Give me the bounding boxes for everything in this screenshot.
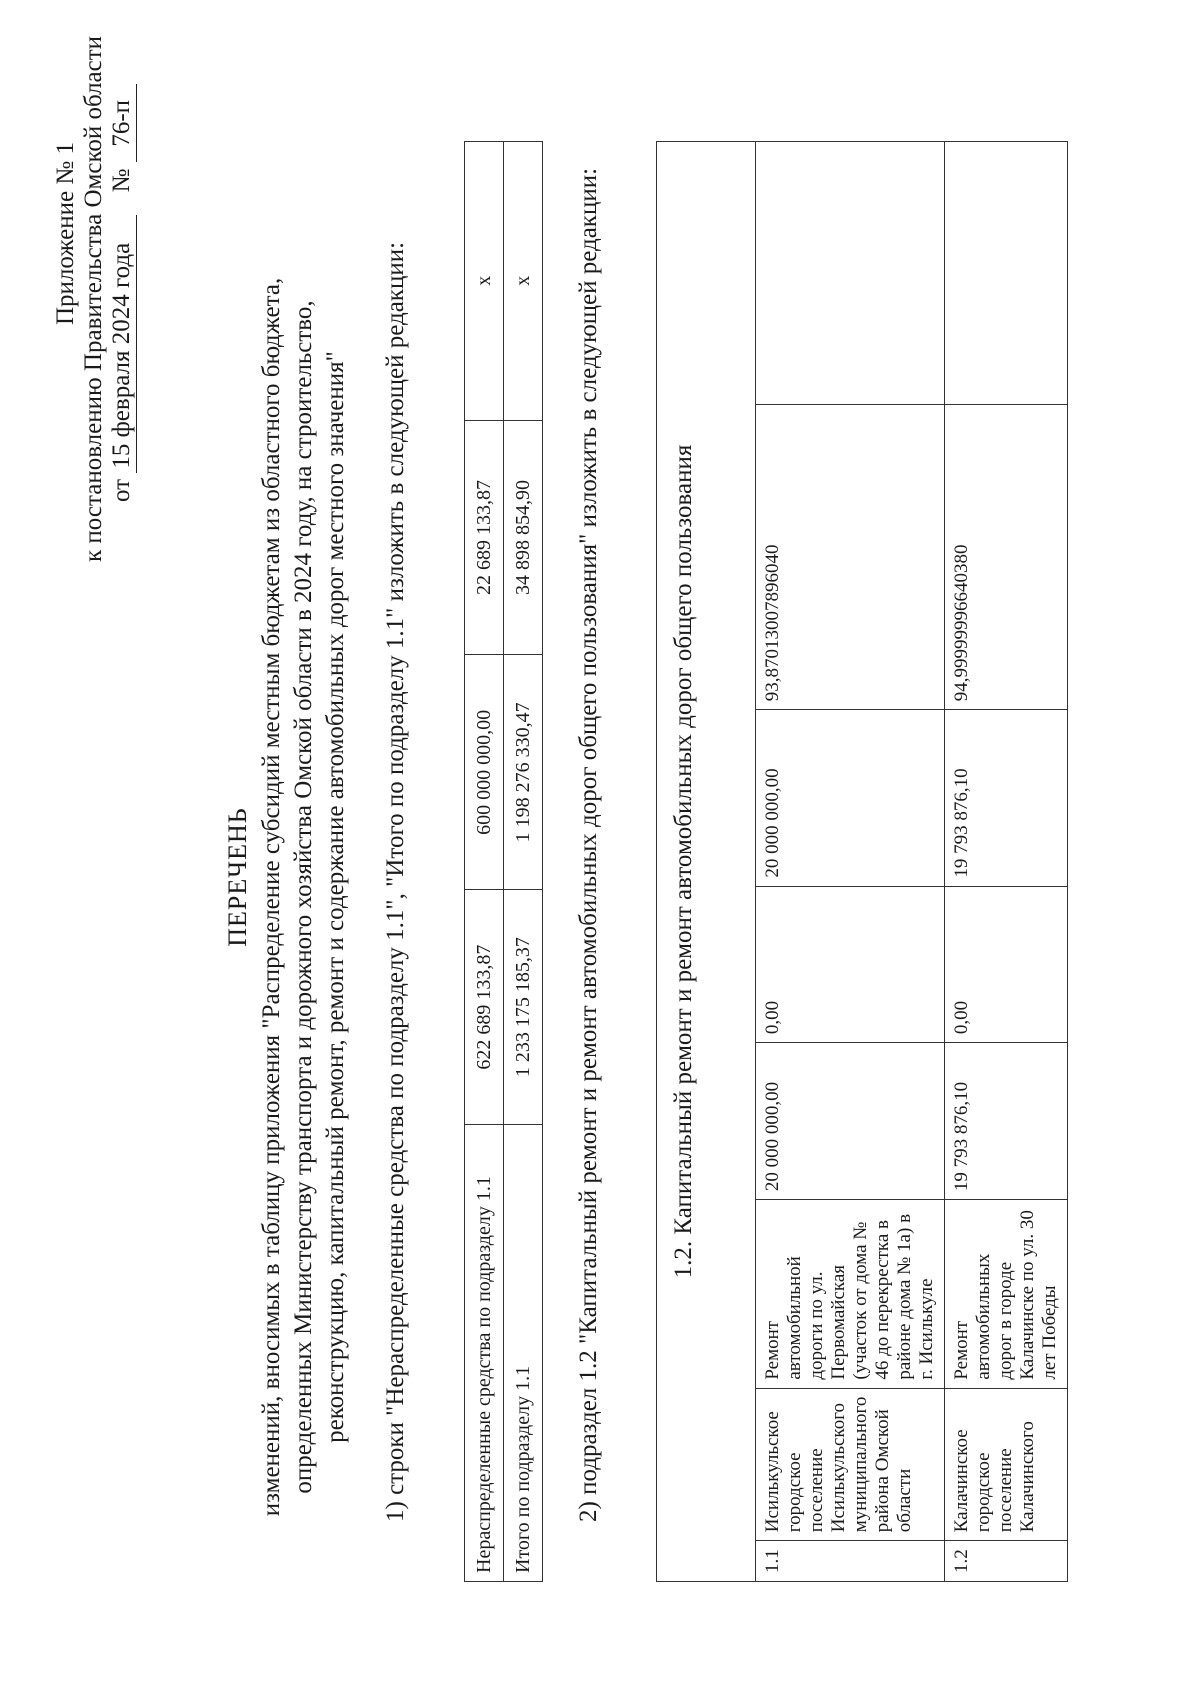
cell-value: 19 793 876,10	[945, 710, 1068, 886]
decree-reference: к постановлению Правительства Омской области	[80, 35, 107, 562]
cell-value: x	[504, 142, 543, 421]
cell-value: 22 689 133,87	[465, 420, 504, 655]
cell-value: 20 000 000,00	[756, 710, 945, 886]
recipient: Калачинское городское поселение Калачинского	[945, 1388, 1068, 1541]
document-title: ПЕРЕЧЕНЬ	[223, 807, 252, 947]
decree-date-line	[108, 99, 137, 562]
cell-empty	[756, 142, 945, 405]
cell-value: 20 000 000,00	[756, 1043, 945, 1200]
from-label: от	[108, 478, 135, 502]
document-lead: изменений, вносимых в таблицу приложения "Распределение субсидий местным бюджетам из областного бюджета, определенных Министерству транспорта и дорожного хозяйства Омской области в 2024 году, на строительство, реконструкцию, капитальный ремонт, ремонт и содержание автомобильных дорог местного значения"	[258, 277, 349, 1517]
item-2-text: 2) подраздел 1.2 "Капитальный ремонт и ремонт автомобильных дорог общего пользования" изложить в следующей редакции:	[575, 167, 602, 1522]
cell-value: 34 898 854,90	[504, 420, 543, 655]
row-label: Нераспределенные средства по подразделу 1.1	[465, 1125, 504, 1582]
object-description: Ремонт автомобильной дороги по ул. Первомайская (участок от дома № 46 до перекрестка в районе дома № 1а) в г. Исилькуле	[756, 1200, 945, 1388]
cell-value: 622 689 133,87	[465, 890, 504, 1125]
table-subsection-1-2	[656, 141, 1068, 1582]
cell-value: 1 233 175 185,37	[504, 890, 543, 1125]
row-label: Итого по подразделу 1.1	[504, 1125, 543, 1582]
cell-value: 600 000 000,00	[465, 655, 504, 890]
decree-date: 15 февраля 2024 года	[108, 215, 137, 473]
object-description: Ремонт автомобильных дорог в городе Калачинске по ул. 30 лет Победы	[945, 1200, 1068, 1388]
item-1-text: 1) строки "Нераспределенные средства по подразделу 1.1", "Итого по подразделу 1.1" изложить в следующей редакции:	[382, 241, 409, 1522]
table-row	[756, 142, 945, 1582]
cell-value: 94,9999999664038​0	[945, 404, 1068, 709]
cell-value: 1 198 276 330,47	[504, 655, 543, 890]
cell-value: 93,8701300789604​0	[756, 404, 945, 709]
decree-number: 76-п	[108, 84, 137, 162]
table-subsection-1-1	[464, 141, 543, 1582]
section-row	[657, 142, 756, 1582]
number-label: №	[108, 168, 135, 193]
appendix-number: Приложение № 1	[52, 142, 79, 326]
table-row	[465, 142, 504, 1582]
cell-value: 0,00	[945, 886, 1068, 1042]
cell-value: 0,00	[756, 886, 945, 1042]
recipient: Исилькульское городское поселение Исилькульского муниципального района Омской области	[756, 1388, 945, 1541]
appendix-header	[52, 35, 137, 562]
row-number: 1.2	[945, 1541, 1068, 1582]
cell-value: x	[465, 142, 504, 421]
cell-empty	[945, 142, 1068, 405]
table-row	[945, 142, 1068, 1582]
row-number: 1.1	[756, 1541, 945, 1582]
cell-value: 19 793 876,10	[945, 1043, 1068, 1200]
section-heading: 1.2. Капитальный ремонт и ремонт автомобильных дорог общего пользования	[657, 142, 756, 1582]
table-row	[504, 142, 543, 1582]
